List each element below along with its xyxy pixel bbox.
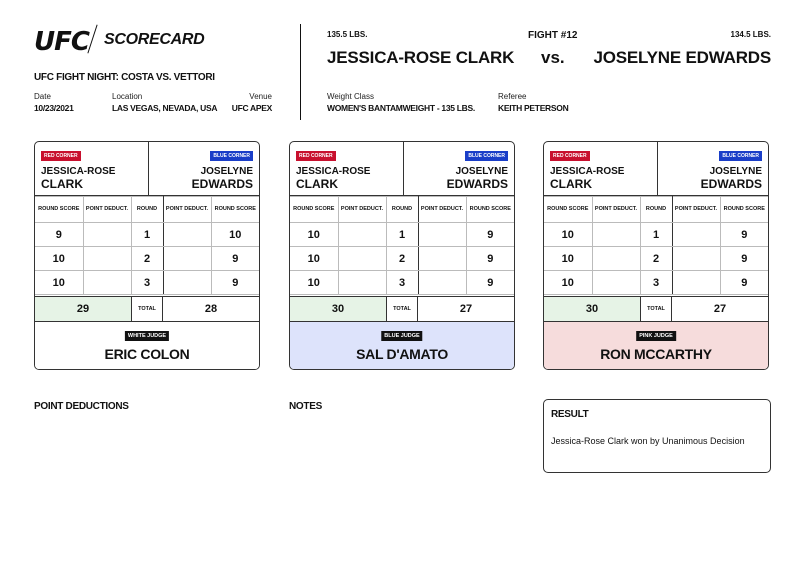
blue-point-deduct-header: POINT DEDUCT. [418, 197, 466, 223]
red-corner-badge: RED CORNER [550, 151, 590, 161]
blue-corner-fighter [153, 166, 253, 190]
red-corner-fighter [296, 166, 396, 190]
blue-point-deduction [163, 247, 211, 271]
blue-point-deduction [418, 223, 466, 247]
blue-fighter-name: JOSELYNE EDWARDS [593, 48, 771, 67]
event-name: UFC FIGHT NIGHT: COSTA VS. VETTORI [34, 72, 215, 83]
blue-fighter-weight: 134.5 LBS. [730, 30, 771, 39]
blue-round-score: 9 [720, 271, 768, 295]
total-label: TOTAL [640, 297, 672, 321]
red-point-deduction [592, 247, 640, 271]
location-label: Location [112, 92, 143, 101]
round-header: ROUND [386, 197, 418, 223]
blue-fighter-first-name: JOSELYNE [455, 166, 508, 177]
judge-section [35, 322, 259, 370]
round-row [290, 247, 514, 271]
red-total-score: 30 [290, 297, 386, 321]
judge-color-badge: BLUE JUDGE [381, 331, 422, 341]
total-label: TOTAL [131, 297, 163, 321]
red-corner-badge: RED CORNER [41, 151, 81, 161]
red-round-score: 10 [544, 271, 592, 295]
red-fighter-last-name: CLARK [41, 177, 83, 191]
blue-round-score: 9 [466, 271, 514, 295]
round-score-table [544, 196, 768, 295]
blue-point-deduction [672, 247, 720, 271]
red-point-deduction [338, 271, 386, 295]
round-number: 2 [131, 247, 163, 271]
red-fighter-last-name: CLARK [550, 177, 592, 191]
red-point-deduction [592, 223, 640, 247]
round-number: 2 [386, 247, 418, 271]
blue-round-score: 9 [211, 271, 259, 295]
ufc-logo: UFC [34, 27, 89, 57]
round-row [290, 223, 514, 247]
red-round-score: 10 [290, 247, 338, 271]
blue-round-score-header: ROUND SCORE [466, 197, 514, 223]
blue-round-score-header: ROUND SCORE [720, 197, 768, 223]
total-label: TOTAL [386, 297, 418, 321]
blue-point-deduct-header: POINT DEDUCT. [672, 197, 720, 223]
blue-round-score: 9 [720, 247, 768, 271]
weight-class-label: Weight Class [327, 92, 374, 101]
round-score-table [290, 196, 514, 295]
blue-point-deduction [672, 223, 720, 247]
judge-section [290, 322, 514, 370]
notes-heading: NOTES [289, 401, 322, 412]
result-heading: RESULT [551, 409, 589, 420]
venue-label: Venue [249, 92, 272, 101]
venue-value: UFC APEX [231, 103, 272, 113]
blue-total-score: 27 [459, 303, 473, 315]
total-row [35, 296, 259, 322]
corner-divider [403, 142, 404, 196]
red-round-score: 10 [290, 271, 338, 295]
red-fighter-weight: 135.5 LBS. [327, 30, 368, 39]
red-point-deduction [338, 247, 386, 271]
blue-total-score: 27 [713, 303, 727, 315]
red-fighter-name: JESSICA-ROSE CLARK [327, 48, 515, 67]
red-round-score-header: ROUND SCORE [35, 197, 83, 223]
blue-fighter-last-name: EDWARDS [446, 177, 508, 191]
round-number: 3 [640, 271, 672, 295]
red-total-score: 29 [35, 297, 131, 321]
red-round-score-header: ROUND SCORE [544, 197, 592, 223]
red-corner-badge: RED CORNER [296, 151, 336, 161]
blue-point-deduction [163, 223, 211, 247]
red-round-score: 10 [544, 247, 592, 271]
blue-fighter-first-name: JOSELYNE [200, 166, 253, 177]
date-label: Date [34, 92, 51, 101]
blue-round-score: 9 [466, 223, 514, 247]
red-fighter-first-name: JESSICA-ROSE [296, 166, 371, 177]
corner-header [290, 142, 514, 196]
red-fighter-first-name: JESSICA-ROSE [41, 166, 116, 177]
red-round-score: 10 [35, 247, 83, 271]
round-row [35, 271, 259, 295]
date-value: 10/23/2021 [34, 103, 74, 113]
red-point-deduction [83, 247, 131, 271]
table-header-row [290, 197, 514, 223]
red-round-score: 9 [35, 223, 83, 247]
blue-corner-fighter [408, 166, 508, 190]
blue-point-deduct-header: POINT DEDUCT. [163, 197, 211, 223]
total-row [544, 296, 768, 322]
red-point-deduction [338, 223, 386, 247]
blue-round-score: 9 [720, 223, 768, 247]
round-row [35, 223, 259, 247]
round-row [35, 247, 259, 271]
point-deductions-heading: POINT DEDUCTIONS [34, 401, 129, 412]
blue-round-score-header: ROUND SCORE [211, 197, 259, 223]
red-point-deduction [83, 271, 131, 295]
red-total-score: 30 [544, 297, 640, 321]
judge-section [544, 322, 768, 370]
red-point-deduct-header: POINT DEDUCT. [83, 197, 131, 223]
table-header-row [544, 197, 768, 223]
round-number: 1 [640, 223, 672, 247]
judge-color-badge: WHITE JUDGE [125, 331, 169, 341]
blue-point-deduction [418, 247, 466, 271]
corner-header [35, 142, 259, 196]
result-box [543, 399, 771, 473]
red-round-score-header: ROUND SCORE [290, 197, 338, 223]
referee-value: KEITH PETERSON [498, 103, 569, 113]
round-row [290, 271, 514, 295]
red-corner-fighter [41, 166, 141, 190]
round-number: 3 [386, 271, 418, 295]
blue-fighter-last-name: EDWARDS [700, 177, 762, 191]
location-value: LAS VEGAS, NEVADA, USA [112, 103, 218, 113]
judge-name: RON MCCARTHY [600, 346, 712, 362]
corner-divider [148, 142, 149, 196]
total-row [290, 296, 514, 322]
red-point-deduction [83, 223, 131, 247]
blue-corner-fighter [662, 166, 762, 190]
blue-corner-badge: BLUE CORNER [465, 151, 508, 161]
blue-point-deduction [672, 271, 720, 295]
blue-round-score: 9 [466, 247, 514, 271]
judge-name: SAL D'AMATO [356, 346, 448, 362]
judge-scorecard [543, 141, 769, 370]
red-round-score: 10 [290, 223, 338, 247]
blue-round-score: 9 [211, 247, 259, 271]
round-header: ROUND [131, 197, 163, 223]
corner-header [544, 142, 768, 196]
judge-scorecard [289, 141, 515, 370]
round-number: 1 [131, 223, 163, 247]
round-row [544, 271, 768, 295]
blue-corner-badge: BLUE CORNER [719, 151, 762, 161]
round-row [544, 223, 768, 247]
round-score-table [35, 196, 259, 295]
blue-fighter-first-name: JOSELYNE [709, 166, 762, 177]
judge-color-badge: PINK JUDGE [636, 331, 676, 341]
round-row [544, 247, 768, 271]
table-header-row [35, 197, 259, 223]
red-point-deduct-header: POINT DEDUCT. [592, 197, 640, 223]
blue-point-deduction [418, 271, 466, 295]
weight-class-value: WOMEN'S BANTAMWEIGHT - 135 LBS. [327, 103, 475, 113]
judge-scorecard [34, 141, 260, 370]
blue-fighter-last-name: EDWARDS [191, 177, 253, 191]
red-point-deduct-header: POINT DEDUCT. [338, 197, 386, 223]
round-number: 3 [131, 271, 163, 295]
judge-name: ERIC COLON [104, 346, 190, 362]
round-number: 2 [640, 247, 672, 271]
blue-corner-badge: BLUE CORNER [210, 151, 253, 161]
corner-divider [657, 142, 658, 196]
fight-number: FIGHT #12 [528, 30, 578, 41]
referee-label: Referee [498, 92, 527, 101]
round-header: ROUND [640, 197, 672, 223]
blue-point-deduction [163, 271, 211, 295]
red-fighter-last-name: CLARK [296, 177, 338, 191]
red-fighter-first-name: JESSICA-ROSE [550, 166, 625, 177]
result-text: Jessica-Rose Clark won by Unanimous Decision [551, 436, 745, 446]
blue-round-score: 10 [211, 223, 259, 247]
document-title: SCORECARD [104, 31, 205, 48]
red-corner-fighter [550, 166, 650, 190]
vs-label: vs. [541, 48, 565, 67]
header-divider [300, 24, 301, 120]
red-round-score: 10 [544, 223, 592, 247]
blue-total-score: 28 [204, 303, 218, 315]
round-number: 1 [386, 223, 418, 247]
red-round-score: 10 [35, 271, 83, 295]
red-point-deduction [592, 271, 640, 295]
